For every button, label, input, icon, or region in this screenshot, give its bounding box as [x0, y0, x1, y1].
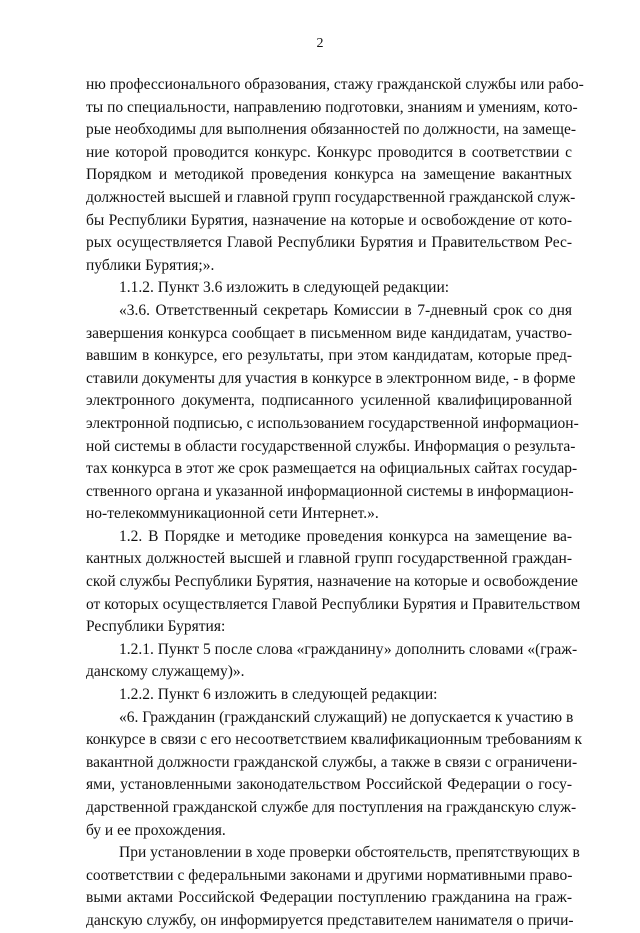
text-line: публики Бурятия;». — [86, 256, 215, 274]
text-line: ты по специальности, направлению подготовки, знаниям и умениям, кото- — [86, 98, 578, 116]
text-line: ной системы в области государственной службы. Информация о результа- — [86, 437, 576, 455]
text-line: ской службы Республики Бурятия, назначение на которые и освобождение — [86, 573, 578, 591]
text-line: рых осуществляется Главой Республики Бурятия и Правительством Рес- — [86, 234, 572, 252]
text-line: ями, установленными законодательством Российской Федерации о госу- — [86, 776, 572, 794]
text-line: Республики Бурятия: — [86, 618, 226, 636]
paragraph-first-line: 1.1.2. Пункт 3.6 изложить в следующей редакции: — [119, 279, 450, 297]
text-line: рые необходимы для выполнения обязанностей по должности, на замеще- — [86, 121, 577, 139]
text-line: данскому служащему)». — [86, 663, 245, 681]
text-line: ственного органа и указанной информационной системы в информацион- — [86, 482, 574, 500]
text-line: ню профессионального образования, стажу гражданской службы или рабо- — [86, 76, 584, 93]
paragraph-first-line: 1.2.2. Пункт 6 изложить в следующей редакции: — [119, 686, 438, 704]
paragraph-first-line: 1.2.1. Пункт 5 после слова «гражданину» дополнить словами «(граж- — [119, 640, 578, 658]
text-line: тах конкурса в этот же срок размещается на официальных сайтах государ- — [86, 460, 578, 478]
text-line: дарственной гражданской службе для поступления на гражданскую служ- — [86, 799, 577, 816]
text-line: соответствии с федеральными законами и другими нормативными право- — [86, 866, 573, 884]
text-line: вавшим в конкурсе, его результаты, при этом кандидатам, которые пред- — [86, 347, 572, 365]
text-line: выми актами Российской Федерации поступлению гражданина на граж- — [86, 889, 572, 907]
document-body — [86, 74, 584, 933]
text-line: электронной подписью, с использованием государственной информацион- — [86, 414, 579, 432]
text-line: Порядком и методикой проведения конкурса на замещение вакантных — [86, 166, 572, 184]
text-line: вакантной должности гражданской службы, а также в связи с ограничени- — [86, 753, 578, 771]
paragraph-first-line: При установлении в ходе проверки обстоятельств, препятствующих в — [119, 844, 580, 862]
page-number: 2 — [316, 36, 324, 51]
text-line: бу и ее прохождения. — [86, 821, 226, 839]
text-line: ставили документы для участия в конкурсе в электронном виде, - в форме — [86, 369, 576, 387]
paragraph-first-line: 1.2. В Порядке и методике проведения конкурса на замещение ва- — [119, 527, 572, 545]
text-line: конкурсе в связи с его несоответствием квалификационным требованиям к — [86, 731, 583, 749]
text-line: электронного документа, подписанного усиленной квалифицированной — [86, 392, 572, 410]
text-line: должностей высшей и главной групп государственной гражданской служ- — [86, 188, 576, 206]
text-line: данскую службу, он информируется представителем нанимателя о причи- — [86, 911, 574, 929]
text-line: ние которой проводится конкурс. Конкурс проводится в соответствии с — [86, 143, 572, 161]
paragraph-first-line: «3.6. Ответственный секретарь Комиссии в 7-дневный срок со дня — [119, 301, 572, 319]
text-line: завершения конкурса сообщает в письменном виде кандидатам, участво- — [86, 324, 572, 342]
paragraph-first-line: «6. Гражданин (гражданский служащий) не допускается к участию в — [119, 708, 574, 726]
text-line: бы Республики Бурятия, назначение на которые и освобождение от кото- — [86, 211, 572, 229]
text-line: но-телекоммуникационной сети Интернет.». — [86, 505, 379, 523]
text-line: от которых осуществляется Главой Республики Бурятия и Правительством — [86, 595, 581, 613]
text-line: кантных должностей высшей и главной групп государственной граждан- — [86, 550, 572, 568]
